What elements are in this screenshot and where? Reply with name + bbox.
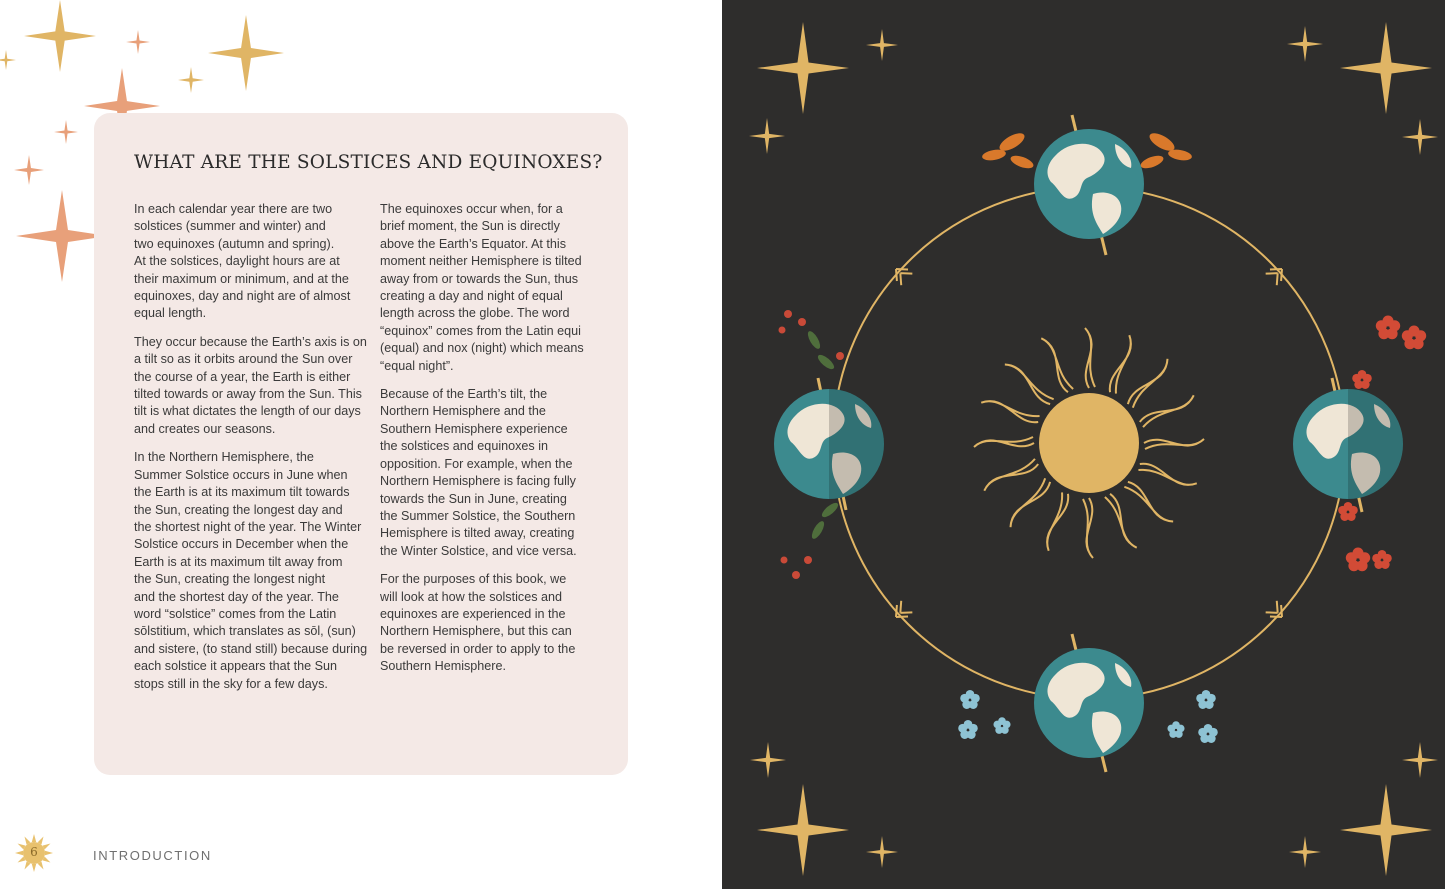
paragraph xyxy=(380,386,612,560)
arrow-icon xyxy=(1266,263,1288,285)
text-line: word “solstice” comes from the Latin xyxy=(134,606,337,621)
text-line: their maximum or minimum, and at the xyxy=(134,271,349,286)
star-icon xyxy=(1340,22,1432,114)
paragraph xyxy=(134,449,366,693)
star-icon xyxy=(14,155,44,185)
text-line: In the Northern Hemisphere, the xyxy=(134,450,314,465)
text-line: opposition. For example, when the xyxy=(380,456,573,471)
text-line: be reversed in order to apply to the xyxy=(380,641,576,656)
paragraph xyxy=(380,201,612,375)
text-line: “equal night”. xyxy=(380,358,454,373)
star-icon xyxy=(1402,742,1438,778)
text-line: the Sun, creating the longest day and xyxy=(134,502,343,517)
text-line: Southern Hemisphere. xyxy=(380,659,507,674)
text-line: tilt is what dictates the length of our days xyxy=(134,404,361,419)
star-icon xyxy=(757,22,849,114)
text-line: They occur because the Earth’s axis is on xyxy=(134,334,367,349)
left-page xyxy=(0,0,722,889)
star-icon xyxy=(126,30,150,54)
text-line: The equinoxes occur when, for a xyxy=(380,202,563,216)
star-icon xyxy=(208,15,284,91)
text-line: Summer Solstice occurs in June when xyxy=(134,467,348,482)
text-line: and the shortest day of the year. The xyxy=(134,589,339,604)
page-number: 6 xyxy=(30,845,38,859)
text-line: brief moment, the Sun is directly xyxy=(380,219,560,234)
globe-icon xyxy=(1293,389,1403,499)
right-page xyxy=(722,0,1445,889)
text-line: (equal) and nox (night) which means xyxy=(380,341,584,356)
text-line: moment neither Hemisphere is tilted xyxy=(380,254,582,269)
text-line: Northern Hemisphere is facing fully xyxy=(380,474,576,489)
text-line: the solstices and equinoxes in xyxy=(380,439,549,454)
text-line: the Winter Solstice, and vice versa. xyxy=(380,543,577,558)
star-icon xyxy=(866,29,898,61)
star-icon xyxy=(0,50,16,70)
text-line: will look at how the solstices and xyxy=(380,589,563,604)
star-icon xyxy=(1287,26,1323,62)
text-line: Southern Hemisphere experience xyxy=(380,421,568,436)
text-line: the Sun, creating the longest night xyxy=(134,572,326,587)
text-line: For the purposes of this book, we xyxy=(380,572,567,587)
arrow-icon xyxy=(890,601,912,623)
star-icon xyxy=(1289,836,1321,868)
star-icon xyxy=(54,120,78,144)
text-line: towards the Sun in June, creating xyxy=(380,491,567,506)
star-icon xyxy=(1340,784,1432,876)
text-line: two equinoxes (autumn and spring). xyxy=(134,236,335,251)
text-line: tilted towards or away from the Sun. This xyxy=(134,387,362,402)
text-line: stops still in the sky for a few days. xyxy=(134,676,328,691)
star-icon xyxy=(1402,119,1438,155)
text-line: Hemisphere is tilted away, creating xyxy=(380,526,575,541)
text-line: In each calendar year there are two xyxy=(134,202,333,216)
text-line: “equinox” comes from the Latin equi xyxy=(380,323,581,338)
text-line: Solstice occurs in December when the xyxy=(134,537,349,552)
sun-icon xyxy=(974,328,1204,558)
star-icon xyxy=(866,836,898,868)
text-line: the Earth is at its maximum tilt towards xyxy=(134,485,350,500)
left-text-column xyxy=(134,201,366,704)
text-line: Northern Hemisphere, but this can xyxy=(380,624,572,639)
text-line: Because of the Earth’s tilt, the xyxy=(380,387,548,402)
text-line: the course of a year, the Earth is either xyxy=(134,369,351,384)
text-line: Earth is at its maximum tilt away from xyxy=(134,554,343,569)
globe-icon xyxy=(1034,648,1144,758)
star-icon xyxy=(24,0,96,72)
text-line: equinoxes, day and night are of almost xyxy=(134,289,351,304)
section-label: INTRODUCTION xyxy=(93,848,212,863)
text-line: above the Earth’s Equator. At this xyxy=(380,236,566,251)
star-icon xyxy=(749,118,785,154)
star-icon xyxy=(750,742,786,778)
text-line: At the solstices, daylight hours are at xyxy=(134,254,340,269)
text-line: and sistere, (to stand still) because during xyxy=(134,641,368,656)
star-icon xyxy=(757,784,849,876)
text-line: length across the globe. The word xyxy=(380,306,570,321)
star-icon xyxy=(178,67,204,93)
page-title: WHAT ARE THE SOLSTICES AND EQUINOXES? xyxy=(134,152,603,173)
paragraph xyxy=(134,334,366,438)
text-line: away from or towards the Sun, thus xyxy=(380,271,579,286)
text-line: Northern Hemisphere and the xyxy=(380,404,546,419)
paragraph xyxy=(380,571,612,675)
globe-icon xyxy=(1034,129,1144,239)
text-line: the Summer Solstice, the Southern xyxy=(380,508,576,523)
text-line: and creates our seasons. xyxy=(134,421,276,436)
arrow-icon xyxy=(890,263,912,285)
text-line: equal length. xyxy=(134,306,207,321)
text-line: sōlstitium, which translates as sōl, (sun) xyxy=(134,624,356,639)
text-line: each solstice it appears that the Sun xyxy=(134,659,338,674)
arrow-icon xyxy=(1266,601,1288,623)
text-line: equinoxes are experienced in the xyxy=(380,606,566,621)
right-text-column xyxy=(380,201,612,687)
seasons-illustration xyxy=(722,0,1445,889)
text-line: a tilt so as it orbits around the Sun over xyxy=(134,352,353,367)
text-line: creating a day and night of equal xyxy=(380,289,563,304)
paragraph xyxy=(134,201,366,323)
text-line: the shortest night of the year. The Winter xyxy=(134,519,362,534)
globe-icon xyxy=(774,389,884,499)
text-line: solstices (summer and winter) and xyxy=(134,219,326,234)
